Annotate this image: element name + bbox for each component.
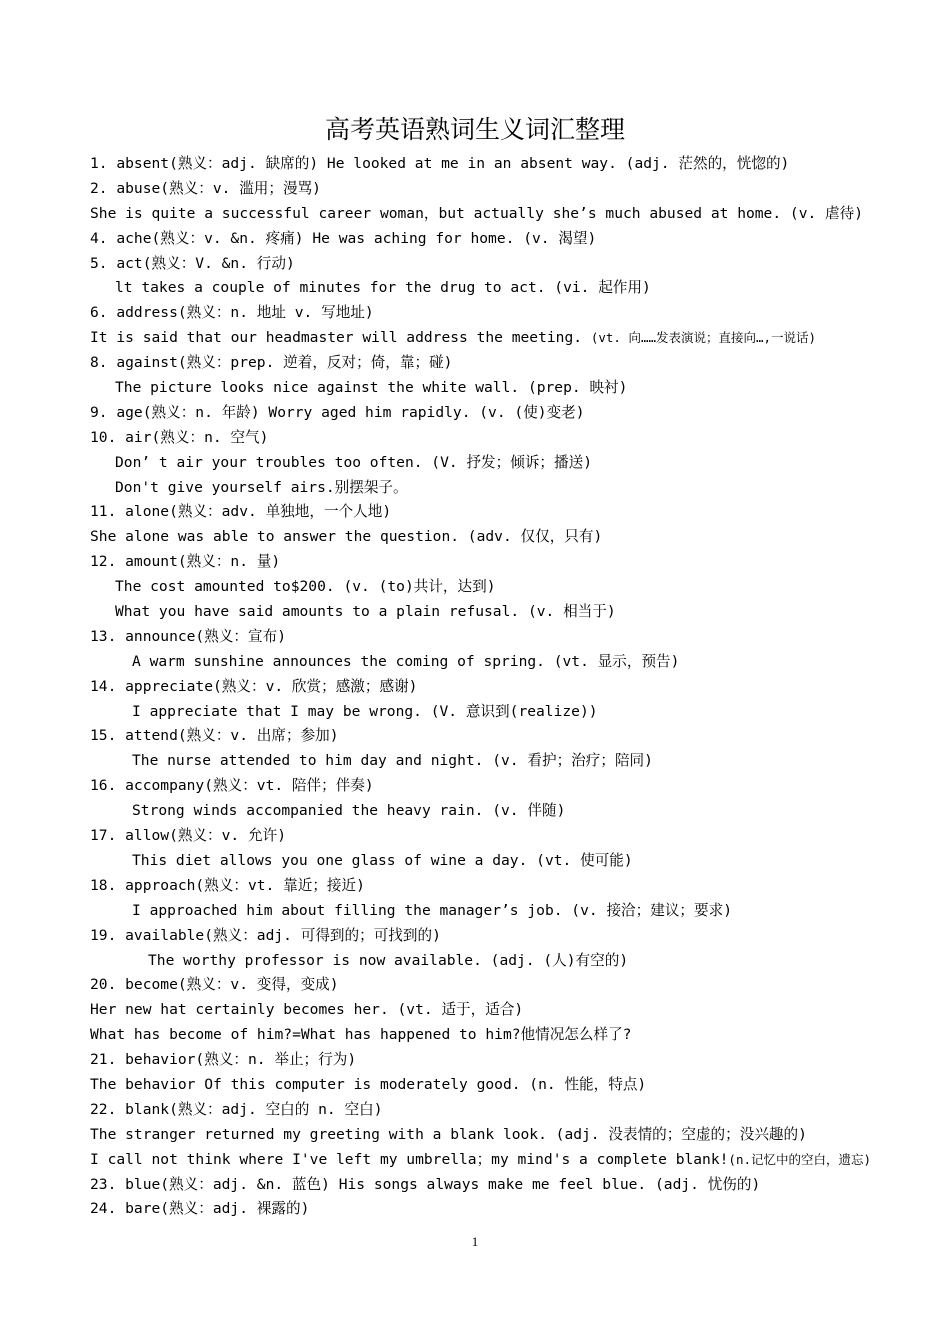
- entry-line: 6. address(熟义：n. 地址 v. 写地址): [90, 304, 374, 322]
- entry-line: 4. ache(熟义：v. &n. 疼痛) He was aching for home. (v. 渴望): [90, 229, 597, 247]
- entry-line: 10. air(熟义：n. 空气): [90, 428, 269, 446]
- example-line: A warm sunshine announces the coming of spring. (vt. 显示，预告): [132, 652, 680, 670]
- entry-line: 14. appreciate(熟义：v. 欣赏；感激；感谢): [90, 677, 418, 695]
- example-line: This diet allows you one glass of wine a day. (vt. 使可能): [132, 851, 633, 869]
- example-line: What has become of him?=What has happened to him?他情况怎么样了?: [90, 1026, 632, 1044]
- entry-line: 22. blank(熟义：adj. 空白的 n. 空白): [90, 1100, 383, 1118]
- entry-line: 15. attend(熟义：v. 出席；参加): [90, 727, 339, 745]
- example-line: Don't give yourself airs.别摆架子。: [115, 478, 408, 496]
- entry-line: 24. bare(熟义：adj. 裸露的): [90, 1200, 310, 1218]
- example-line: She is quite a successful career woman，but actually she’s much abused at home. (v. 虐待): [90, 204, 864, 222]
- example-line: I appreciate that I may be wrong. (V. 意识到(realize)): [132, 702, 598, 720]
- page-title: 高考英语熟词生义词汇整理: [324, 115, 625, 144]
- entry-line: 19. available(熟义：adj. 可得到的；可找到的): [90, 926, 441, 944]
- entry-line: 12. amount(熟义：n. 量): [90, 553, 281, 571]
- example-line: Strong winds accompanied the heavy rain. (v. 伴随): [132, 802, 566, 820]
- entry-line: 18. approach(熟义：vt. 靠近；接近): [90, 876, 365, 894]
- example-line: [90, 1148, 890, 1173]
- entry-line: 11. alone(熟义：adv. 单独地，一个人地): [90, 503, 392, 521]
- entry-line: 21. behavior(熟义：n. 举止；行为): [90, 1051, 357, 1069]
- example-line: [90, 326, 890, 351]
- entry-line: 2. abuse(熟义：v. 滥用；漫骂): [90, 179, 321, 197]
- example-line: The stranger returned my greeting with a blank look. (adj. 没表情的；空虚的；没兴趣的): [90, 1125, 807, 1143]
- example-line: The picture looks nice against the white wall. (prep. 映衬): [115, 379, 628, 397]
- example-line: The nurse attended to him day and night. (v. 看护；治疗；陪同): [132, 752, 653, 770]
- entry-line: 1. absent(熟义：adj. 缺席的) He looked at me in an absent way. (adj. 茫然的，恍惚的): [90, 155, 790, 172]
- meaning-note: (n.记忆中的空白，遗忘): [728, 1151, 872, 1167]
- entry-line: 8. against(熟义：prep. 逆着，反对；倚，靠；碰): [90, 354, 453, 372]
- vocabulary-list: [90, 152, 890, 1222]
- meaning-note: (vt. 向……发表演说；直接向…,一说话): [590, 330, 817, 346]
- example-line: The cost amounted to$200. (v. (to)共计，达到): [115, 578, 496, 596]
- entry-line: 23. blue(熟义：adj. &n. 蓝色) His songs always make me feel blue. (adj. 忧伤的): [90, 1175, 761, 1193]
- example-text: I call not think where I've left my umbrella；my mind's a complete blank!: [90, 1150, 729, 1168]
- example-line: The behavior Of this computer is moderately good. (n. 性能，特点): [90, 1075, 647, 1093]
- example-text: It is said that our headmaster will address the meeting.: [90, 329, 583, 347]
- example-line: The worthy professor is now available. (adj. (人)有空的): [148, 951, 629, 969]
- example-line: What you have said amounts to a plain refusal. (v. 相当于): [115, 603, 616, 621]
- entry-line: 20. become(熟义：v. 变得，变成): [90, 976, 339, 994]
- entry-line: 16. accompany(熟义：vt. 陪伴；伴奏): [90, 777, 374, 795]
- entry-line: 5. act(熟义：V. &n. 行动): [90, 254, 295, 272]
- example-line: Don’ t air your troubles too often. (V. 抒发；倾诉；播送): [115, 453, 592, 471]
- example-line: lt takes a couple of minutes for the drug to act. (vi. 起作用): [115, 279, 651, 297]
- example-line: She alone was able to answer the question. (adv. 仅仅，只有): [90, 528, 603, 546]
- entry-line: 9. age(熟义：n. 年龄) Worry aged him rapidly. (v. (使)变老): [90, 403, 585, 421]
- page-number: 1: [471, 1234, 479, 1249]
- entry-line: 13. announce(熟义：宣布): [90, 627, 286, 645]
- example-line: Her new hat certainly becomes her. (vt. 适于，适合): [90, 1001, 524, 1019]
- entry-line: 17. allow(熟义：v. 允许): [90, 827, 286, 845]
- example-line: I approached him about filling the manager’s job. (v. 接洽；建议；要求): [132, 901, 732, 919]
